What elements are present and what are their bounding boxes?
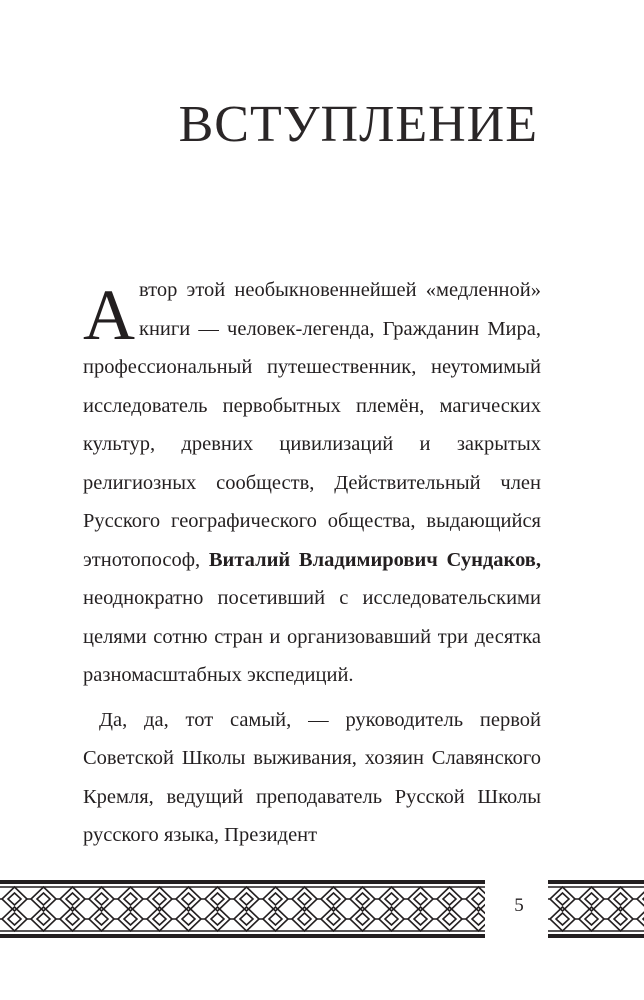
paragraph-1-text-start: втор этой необыкновеннейшей «медленной» книги — человек-легенда, Гражданин Мира, профессиональный путешественник, неутомимый исследователь первобытных племён, магических культур, древних цивилизаций и закрытых религиозных сообществ, Действительный член Русского географического общества, выдающийся этнотопософ, <box>83 279 541 571</box>
paragraph-1 <box>83 271 541 695</box>
page-number: 5 <box>514 895 524 916</box>
paragraph-2: Да, да, тот самый, — руководитель первой Советской Школы выживания, хозяин Славянского Кремля, ведущий преподаватель Русской Школы русского языка, Президент <box>83 708 541 846</box>
drop-cap-initial: А <box>83 275 135 355</box>
ornament-border-left <box>0 880 485 938</box>
chapter-heading: ВСТУПЛЕНИЕ <box>178 96 538 153</box>
body-text <box>83 271 541 855</box>
author-name-bold: Виталий Владимирович Сундаков, <box>208 548 542 571</box>
paragraph-1-text-end: неоднократно посетивший с исследовательскими целями сотню стран и организовавший три десятка разномасштабных экспедиций. <box>83 587 541 686</box>
ornament-border-right <box>548 880 644 938</box>
